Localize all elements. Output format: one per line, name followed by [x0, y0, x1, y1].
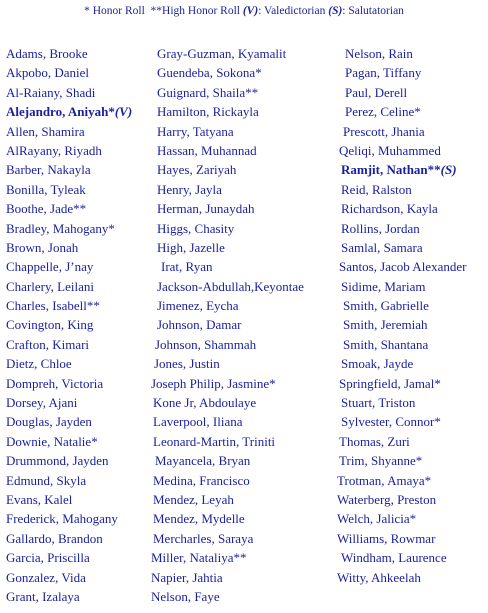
student-name: Qeliqi, Muhammed	[339, 142, 441, 158]
student-name: Hassan, Muhannad	[157, 142, 257, 158]
roster-name	[337, 471, 466, 490]
roster-name	[337, 529, 466, 548]
student-name: Jimenez, Eycha	[157, 298, 239, 314]
student-name: Dorsey, Ajani	[6, 395, 78, 411]
student-name: Charles, Isabell**	[6, 298, 100, 314]
roster-name	[337, 296, 466, 315]
roster-name	[6, 238, 132, 257]
roster-name	[151, 548, 304, 567]
student-name: Samlal, Samara	[341, 239, 423, 255]
roster-name	[337, 44, 466, 63]
roster-name	[6, 83, 132, 102]
student-name: Stuart, Triston	[341, 395, 416, 411]
student-name: Witty, Ahkeelah	[337, 569, 421, 585]
student-name: Dompreh, Victoria	[6, 375, 104, 391]
student-name: Crafton, Kimari	[6, 336, 90, 352]
honor-mark: (S)	[440, 162, 457, 178]
student-name: Mendez, Mydelle	[153, 511, 245, 527]
roster-name	[337, 180, 466, 199]
student-name: Gray-Guzman, Kyamalit	[157, 46, 287, 61]
student-name: Santos, Jacob Alexander	[339, 259, 467, 275]
student-name: Harry, Tatyana	[157, 123, 234, 139]
roster-name	[151, 354, 304, 373]
student-name: Gallardo, Brandon	[6, 530, 103, 546]
roster-name	[151, 335, 304, 354]
student-name: Akpobo, Daniel	[6, 65, 90, 81]
roster-name	[151, 296, 304, 315]
legend-high-honor: **High Honor Roll	[150, 5, 240, 17]
roster-name	[151, 160, 304, 179]
student-name: Brown, Jonah	[6, 239, 79, 255]
student-name: Boothe, Jade**	[6, 201, 87, 217]
student-name: Pagan, Tiffany	[345, 65, 422, 81]
roster-name	[6, 315, 132, 334]
roster-name	[151, 374, 304, 393]
student-name: Prescott, Jhania	[343, 123, 425, 139]
student-name: Gonzalez, Vida	[6, 569, 86, 585]
student-name: Allen, Shamira	[6, 123, 85, 139]
roster-name	[151, 471, 304, 490]
student-name: Douglas, Jayden	[6, 414, 92, 430]
roster-name	[337, 568, 466, 587]
student-name: Welch, Jalicia*	[337, 511, 417, 527]
names-column-2	[151, 44, 304, 606]
roster-name	[6, 63, 132, 82]
student-name: Smith, Jeremiah	[343, 317, 428, 333]
student-name: High, Jazelle	[157, 239, 225, 255]
roster-name	[151, 63, 304, 82]
roster-name	[151, 238, 304, 257]
student-name: Herman, Junaydah	[157, 201, 255, 217]
roster-name	[337, 160, 466, 179]
student-name: Covington, King	[6, 317, 94, 333]
student-name: Jackson-Abdullah,Keyontae	[157, 278, 304, 294]
roster-name	[337, 102, 466, 121]
roster-name	[6, 160, 132, 179]
roster-name	[151, 141, 304, 160]
roster-name	[151, 180, 304, 199]
student-name: Bonilla, Tyleak	[6, 181, 86, 197]
roster-name	[6, 257, 132, 276]
student-name: Rollins, Jordan	[341, 220, 420, 236]
student-name: Irat, Ryan	[161, 259, 213, 275]
student-name: Evans, Kalel	[6, 491, 73, 507]
legend-honor: * Honor Roll	[84, 5, 145, 17]
roster-name	[151, 587, 304, 606]
roster-name	[337, 451, 466, 470]
roster-name	[337, 257, 466, 276]
roster-name	[151, 44, 304, 63]
roster-name	[6, 102, 132, 121]
student-name: Adams, Brooke	[6, 46, 88, 61]
roster-name	[151, 393, 304, 412]
roster-name	[337, 122, 466, 141]
student-name: Windham, Laurence	[341, 550, 447, 566]
student-name: Chappelle, J’nay	[6, 259, 94, 275]
student-name: Alejandro, Aniyah*	[6, 104, 115, 120]
student-name: Williams, Rowmar	[337, 530, 436, 546]
legend	[0, 4, 488, 18]
roster-name	[6, 374, 132, 393]
roster-name	[337, 374, 466, 393]
student-name: Hayes, Zariyah	[157, 162, 237, 178]
roster-name	[6, 180, 132, 199]
roster-name	[337, 432, 466, 451]
student-name: Mendez, Leyah	[153, 491, 234, 507]
student-name: Nelson, Faye	[151, 588, 220, 604]
roster-name	[6, 529, 132, 548]
names-column-3	[337, 44, 466, 587]
student-name: Ramjit, Nathan**	[341, 162, 441, 178]
roster-name	[151, 490, 304, 509]
student-name: Reid, Ralston	[341, 181, 412, 197]
student-name: Trotman, Amaya*	[337, 472, 432, 488]
student-name: Bradley, Mahogany*	[6, 220, 115, 236]
roster-name	[6, 354, 132, 373]
roster-name	[337, 199, 466, 218]
student-name: Richardson, Kayla	[341, 201, 438, 217]
student-name: Kone Jr, Abdoulaye	[153, 395, 257, 411]
student-name: Leonard-Martin, Triniti	[153, 433, 276, 449]
student-name: Sylvester, Connor*	[341, 414, 441, 430]
roster-name	[337, 548, 466, 567]
roster-name	[6, 219, 132, 238]
roster-name	[6, 335, 132, 354]
student-name: Drummond, Jayden	[6, 453, 109, 469]
student-name: Smoak, Jayde	[341, 356, 414, 372]
student-name: Thomas, Zuri	[339, 433, 410, 449]
roster-name	[151, 257, 304, 276]
roster-name	[337, 335, 466, 354]
student-name: Johnson, Damar	[157, 317, 242, 333]
student-name: Grant, Izalaya	[6, 588, 80, 604]
student-name: Johnson, Shammah	[155, 336, 257, 352]
legend-salutatorian-mark: (S)	[328, 5, 343, 17]
student-name: Guignard, Shaila**	[157, 84, 259, 100]
student-name: Higgs, Chasity	[157, 220, 235, 236]
roster-name	[151, 315, 304, 334]
student-name: Jones, Justin	[154, 356, 220, 372]
roster-name	[151, 122, 304, 141]
roster-name	[337, 63, 466, 82]
roster-name	[6, 393, 132, 412]
student-name: Smith, Shantana	[343, 336, 429, 352]
roster-name	[6, 141, 132, 160]
student-name: Trim, Shyanne*	[339, 453, 423, 469]
roster-name	[337, 509, 466, 528]
student-name: Charlery, Leilani	[6, 278, 94, 294]
honor-mark: (V)	[114, 104, 133, 120]
roster-name	[6, 44, 132, 63]
roster-name	[337, 412, 466, 431]
roster-name	[337, 277, 466, 296]
roster-name	[151, 432, 304, 451]
student-name: Downie, Natalie*	[6, 433, 98, 449]
roster-name	[337, 238, 466, 257]
roster-name	[151, 451, 304, 470]
roster-name	[6, 471, 132, 490]
student-name: Waterberg, Preston	[337, 491, 437, 507]
roster-name	[6, 568, 132, 587]
roster-name	[6, 587, 132, 606]
student-name: Mayancela, Bryan	[155, 453, 251, 469]
legend-valedictorian-text: : Valedictorian	[258, 5, 326, 17]
roster-name	[6, 296, 132, 315]
roster-name	[337, 393, 466, 412]
roster-name	[337, 141, 466, 160]
roster-name	[6, 122, 132, 141]
student-name: Dietz, Chloe	[6, 356, 72, 372]
roster-name	[337, 490, 466, 509]
student-name: Hamilton, Rickayla	[157, 104, 259, 120]
roster-name	[6, 490, 132, 509]
roster-name	[6, 548, 132, 567]
roster-name	[337, 83, 466, 102]
roster-name	[6, 412, 132, 431]
roster-name	[151, 219, 304, 238]
roster-name	[151, 529, 304, 548]
student-name: Springfield, Jamal*	[339, 375, 441, 391]
student-name: Sidime, Mariam	[341, 278, 426, 294]
student-name: Garcia, Priscilla	[6, 550, 90, 566]
student-name: Mercharles, Saraya	[153, 530, 254, 546]
student-name: Smith, Gabrielle	[343, 298, 429, 314]
roster-name	[151, 277, 304, 296]
roster-name	[151, 509, 304, 528]
student-name: Medina, Francisco	[153, 472, 250, 488]
roster-name	[151, 83, 304, 102]
student-name: Edmund, Skyla	[6, 472, 87, 488]
student-name: Nelson, Rain	[345, 46, 413, 61]
legend-salutatorian-text: : Salutatorian	[342, 5, 404, 17]
student-name: AlRayany, Riyadh	[6, 142, 102, 158]
roster-name	[151, 568, 304, 587]
roster-name	[6, 277, 132, 296]
student-name: Napier, Jahtia	[151, 569, 223, 585]
names-column-1	[6, 44, 132, 606]
student-name: Laverpool, Iliana	[153, 414, 243, 430]
roster-name	[6, 451, 132, 470]
student-name: Frederick, Mahogany	[6, 511, 118, 527]
student-name: Miller, Nataliya**	[151, 550, 247, 566]
student-name: Joseph Philip, Jasmine*	[151, 375, 276, 391]
roster-name	[337, 219, 466, 238]
student-name: Al-Raiany, Shadi	[6, 84, 96, 100]
student-name: Paul, Derell	[345, 84, 408, 100]
legend-valedictorian-mark: (V)	[242, 5, 259, 17]
student-name: Guendeba, Sokona*	[157, 65, 262, 81]
roster-name	[151, 412, 304, 431]
roster-name	[6, 199, 132, 218]
roster-name	[337, 354, 466, 373]
student-name: Barber, Nakayla	[6, 162, 91, 178]
student-name: Perez, Celine*	[345, 104, 421, 120]
roster-name	[6, 509, 132, 528]
roster-name	[151, 199, 304, 218]
roster-name	[151, 102, 304, 121]
roster-name	[6, 432, 132, 451]
roster-name	[337, 315, 466, 334]
student-name: Henry, Jayla	[157, 181, 222, 197]
